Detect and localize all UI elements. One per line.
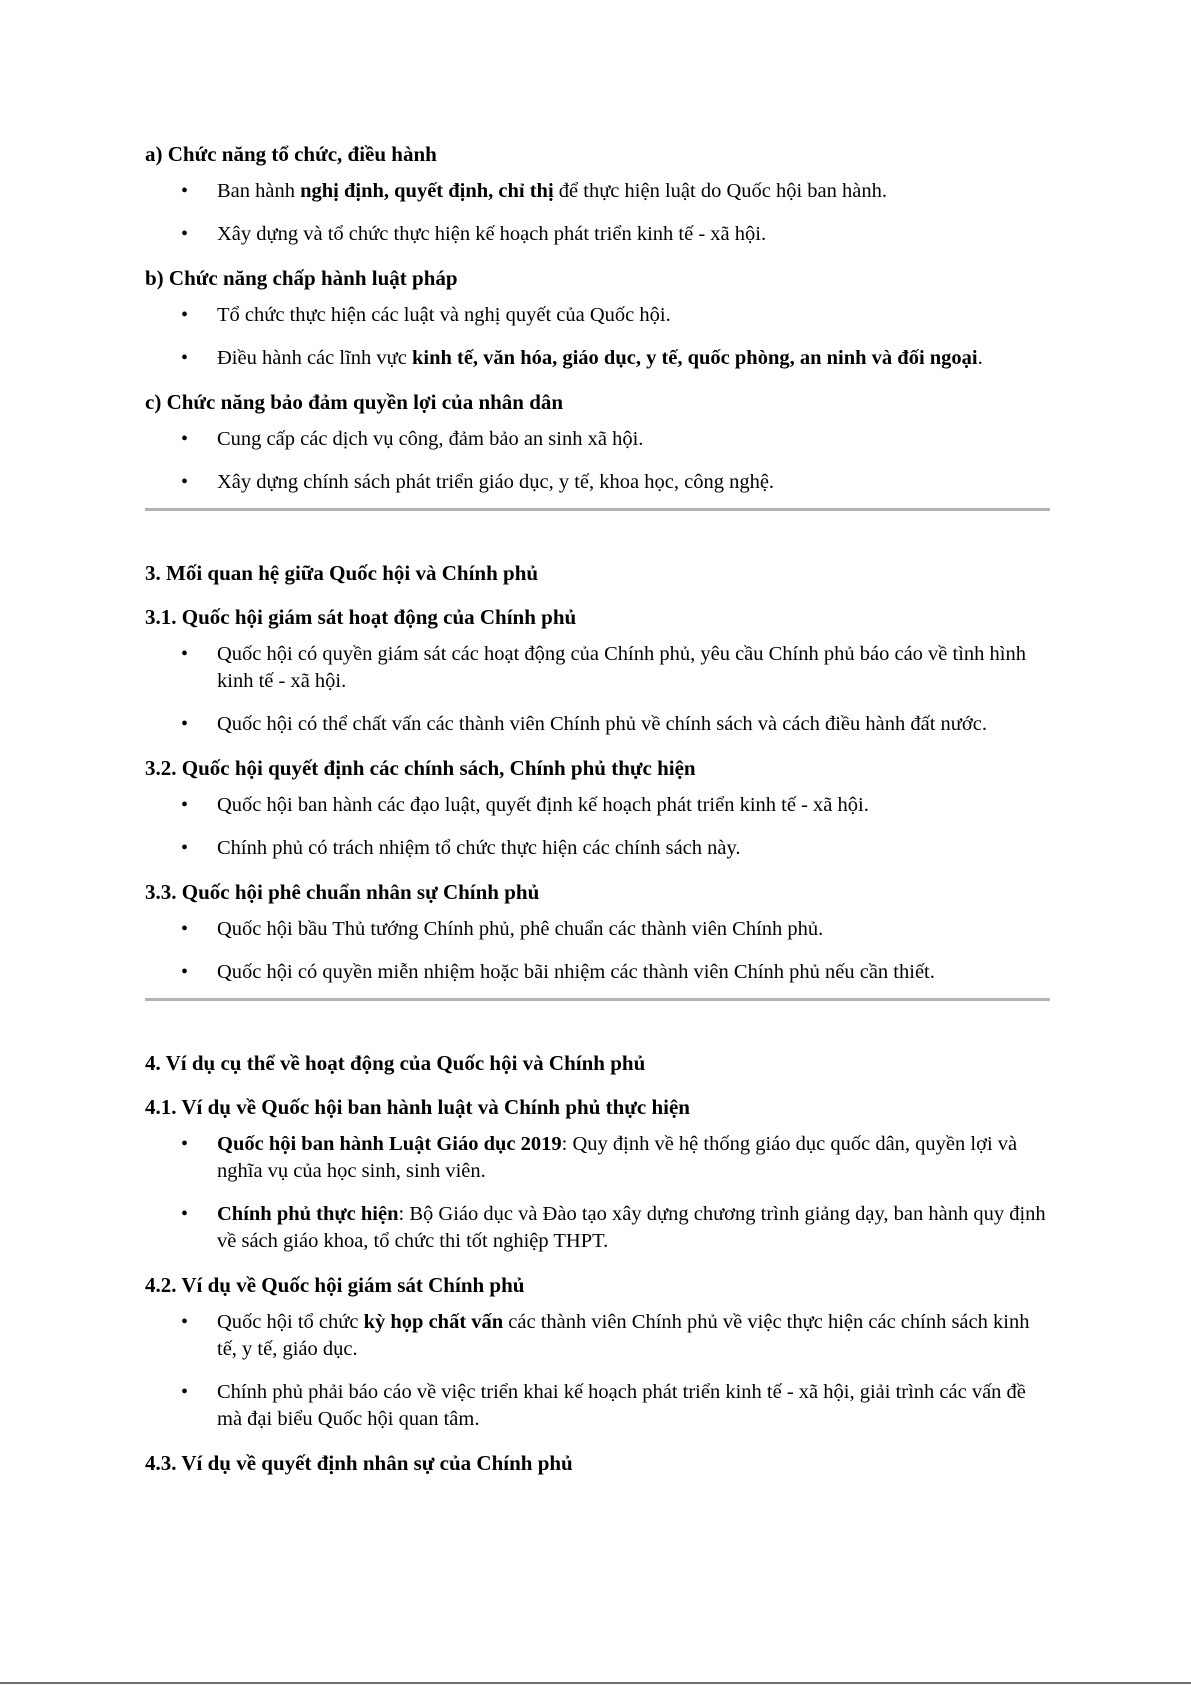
list-4-1 — [145, 1131, 1050, 1255]
list-item: • Điều hành các lĩnh vực kinh tế, văn hóa, giáo dục, y tế, quốc phòng, an ninh và đối ngoại. — [145, 345, 1050, 372]
list-item: • Cung cấp các dịch vụ công, đảm bảo an sinh xã hội. — [145, 426, 1050, 453]
heading-3-1: 3.1. Quốc hội giám sát hoạt động của Chính phủ — [145, 605, 577, 629]
section-divider — [145, 998, 1050, 1001]
heading-c: c) Chức năng bảo đảm quyền lợi của nhân dân — [145, 390, 564, 414]
document-content — [145, 140, 1050, 1477]
list-3-1 — [145, 641, 1050, 738]
list-3-3 — [145, 916, 1050, 986]
list-4-2 — [145, 1309, 1050, 1433]
page-bottom-edge — [0, 1682, 1191, 1684]
list-item: • Chính phủ phải báo cáo về việc triển khai kế hoạch phát triển kinh tế - xã hội, giải trình các vấn đề mà đại biểu Quốc hội quan tâm. — [145, 1379, 1050, 1433]
list-a — [145, 178, 1050, 248]
heading-a: a) Chức năng tổ chức, điều hành — [145, 142, 437, 166]
heading-3-2: 3.2. Quốc hội quyết định các chính sách, Chính phủ thực hiện — [145, 756, 696, 780]
section-divider — [145, 508, 1050, 511]
list-item: • Chính phủ thực hiện: Bộ Giáo dục và Đào tạo xây dựng chương trình giảng dạy, ban hành quy định về sách giáo khoa, tổ chức thi tốt nghiệp THPT. — [145, 1201, 1050, 1255]
heading-4: 4. Ví dụ cụ thể về hoạt động của Quốc hội và Chính phủ — [145, 1051, 646, 1075]
heading-4-3: 4.3. Ví dụ về quyết định nhân sự của Chính phủ — [145, 1451, 573, 1475]
list-b — [145, 302, 1050, 372]
list-item: • Ban hành nghị định, quyết định, chỉ thị để thực hiện luật do Quốc hội ban hành. — [145, 178, 1050, 205]
list-item: • Quốc hội có quyền giám sát các hoạt động của Chính phủ, yêu cầu Chính phủ báo cáo về tình hình kinh tế - xã hội. — [145, 641, 1050, 695]
list-item: • Quốc hội ban hành Luật Giáo dục 2019: Quy định về hệ thống giáo dục quốc dân, quyền lợi và nghĩa vụ của học sinh, sinh viên. — [145, 1131, 1050, 1185]
list-item: • Xây dựng chính sách phát triển giáo dục, y tế, khoa học, công nghệ. — [145, 469, 1050, 496]
heading-3: 3. Mối quan hệ giữa Quốc hội và Chính phủ — [145, 561, 539, 585]
heading-4-1: 4.1. Ví dụ về Quốc hội ban hành luật và Chính phủ thực hiện — [145, 1095, 690, 1119]
list-c — [145, 426, 1050, 496]
list-item: • Quốc hội ban hành các đạo luật, quyết định kế hoạch phát triển kinh tế - xã hội. — [145, 792, 1050, 819]
list-item: • Tổ chức thực hiện các luật và nghị quyết của Quốc hội. — [145, 302, 1050, 329]
list-item: • Chính phủ có trách nhiệm tổ chức thực hiện các chính sách này. — [145, 835, 1050, 862]
heading-b: b) Chức năng chấp hành luật pháp — [145, 266, 458, 290]
list-3-2 — [145, 792, 1050, 862]
list-item: • Quốc hội tổ chức kỳ họp chất vấn các thành viên Chính phủ về việc thực hiện các chính sách kinh tế, y tế, giáo dục. — [145, 1309, 1050, 1363]
heading-4-2: 4.2. Ví dụ về Quốc hội giám sát Chính phủ — [145, 1273, 525, 1297]
list-item: • Xây dựng và tổ chức thực hiện kế hoạch phát triển kinh tế - xã hội. — [145, 221, 1050, 248]
list-item: • Quốc hội có quyền miễn nhiệm hoặc bãi nhiệm các thành viên Chính phủ nếu cần thiết. — [145, 959, 1050, 986]
list-item: • Quốc hội bầu Thủ tướng Chính phủ, phê chuẩn các thành viên Chính phủ. — [145, 916, 1050, 943]
list-item: • Quốc hội có thể chất vấn các thành viên Chính phủ về chính sách và cách điều hành đất nước. — [145, 711, 1050, 738]
heading-3-3: 3.3. Quốc hội phê chuẩn nhân sự Chính phủ — [145, 880, 540, 904]
